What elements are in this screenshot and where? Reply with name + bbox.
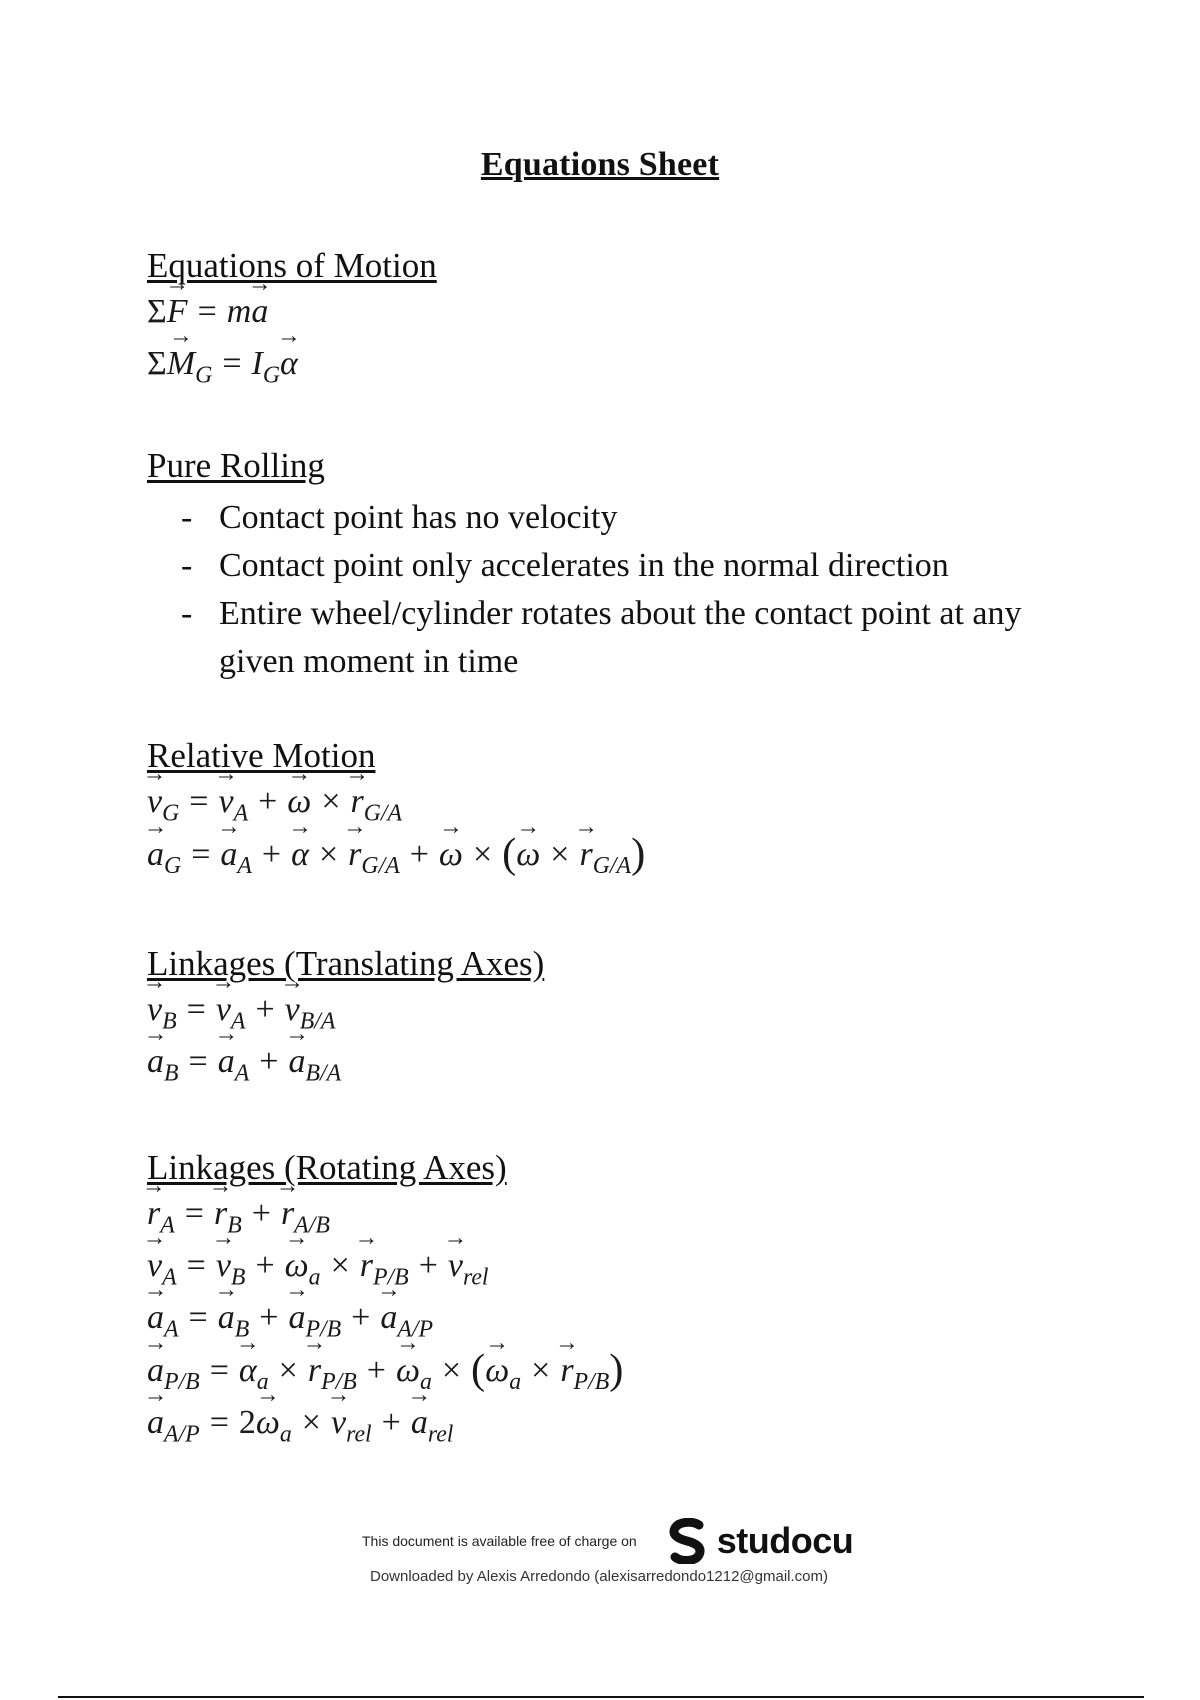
list-item: - Entire wheel/cylinder rotates about the contact point at any given moment in time [181, 595, 1022, 680]
footer-downloaded: Downloaded by Alexis Arredondo (alexisarredondo1212@gmail.com) [370, 1568, 828, 1585]
equation-relative-velocity: → $v_G =\to v_A +\to \omega \times\to r_{G/A}$ [147, 776, 645, 828]
equation-rotating-acceleration: → $a_A =\to a_B +\to a_{P/B} +\to a_{A/P}$ [147, 1292, 623, 1344]
studocu-logo-icon [665, 1518, 711, 1564]
equation-rotating-acceleration-pb: → $a_{P/B} =\to \alpha_a \times\to r_{P/B} +\to \omega_a$ × (→ $\omega_a \times\to r_{P/B}$) [147, 1344, 623, 1397]
page-title: Equations Sheet [480, 146, 720, 183]
equation-rotating-acceleration-ap: → $a_{A/P} = 2\to \omega_a \times\to v_{rel} +\to a_{rel}$ [147, 1397, 623, 1449]
list-item: - Contact point only accelerates in the normal direction [181, 547, 949, 584]
section-relative-motion [147, 736, 645, 881]
rolling-bullet-list [181, 494, 1079, 686]
footer-availability [362, 1518, 853, 1564]
section-heading: Equations of Motion [147, 246, 437, 285]
studocu-logo[interactable] [665, 1518, 854, 1564]
bottom-divider [58, 1696, 1144, 1698]
footer-available-text: This document is available free of charge on [362, 1533, 637, 1549]
equation-rotating-velocity: → $v_A =\to v_B +\to \omega_a \times\to r_{P/B} +\to v_{rel}$ [147, 1240, 623, 1292]
section-rotating-axes [147, 1148, 623, 1449]
studocu-brand: studocu [716, 1520, 854, 1561]
equation-translating-velocity: → $v_B =\to v_A +\to v_{B/A}$ [147, 984, 544, 1036]
equation-rotating-position: → $r_A =\to r_B +\to r_{A/B}$ [147, 1188, 623, 1240]
section-heading: Linkages (Rotating Axes) [147, 1148, 507, 1187]
list-item: - Contact point has no velocity [181, 499, 618, 536]
section-heading: Linkages (Translating Axes) [147, 944, 545, 983]
section-heading: Relative Motion [147, 736, 376, 775]
section-heading: Pure Rolling [147, 446, 325, 485]
section-equations-of-motion [147, 246, 437, 390]
section-translating-axes [147, 944, 544, 1088]
section-pure-rolling [147, 446, 1079, 686]
equation-newton: Σ→ F = m→ a [147, 286, 437, 338]
equation-relative-acceleration: → $a_G =\to a_A +\to \alpha \times\to r_{G/A} +\to \omega$ × (→ $\omega \times\to r_{G/A}$) [147, 828, 645, 881]
equation-moment: $\Sigma\to M_G = I_G\to \alpha$ [147, 338, 437, 390]
equation-translating-acceleration: → $a_B =\to a_A +\to a_{B/A}$ [147, 1036, 544, 1088]
